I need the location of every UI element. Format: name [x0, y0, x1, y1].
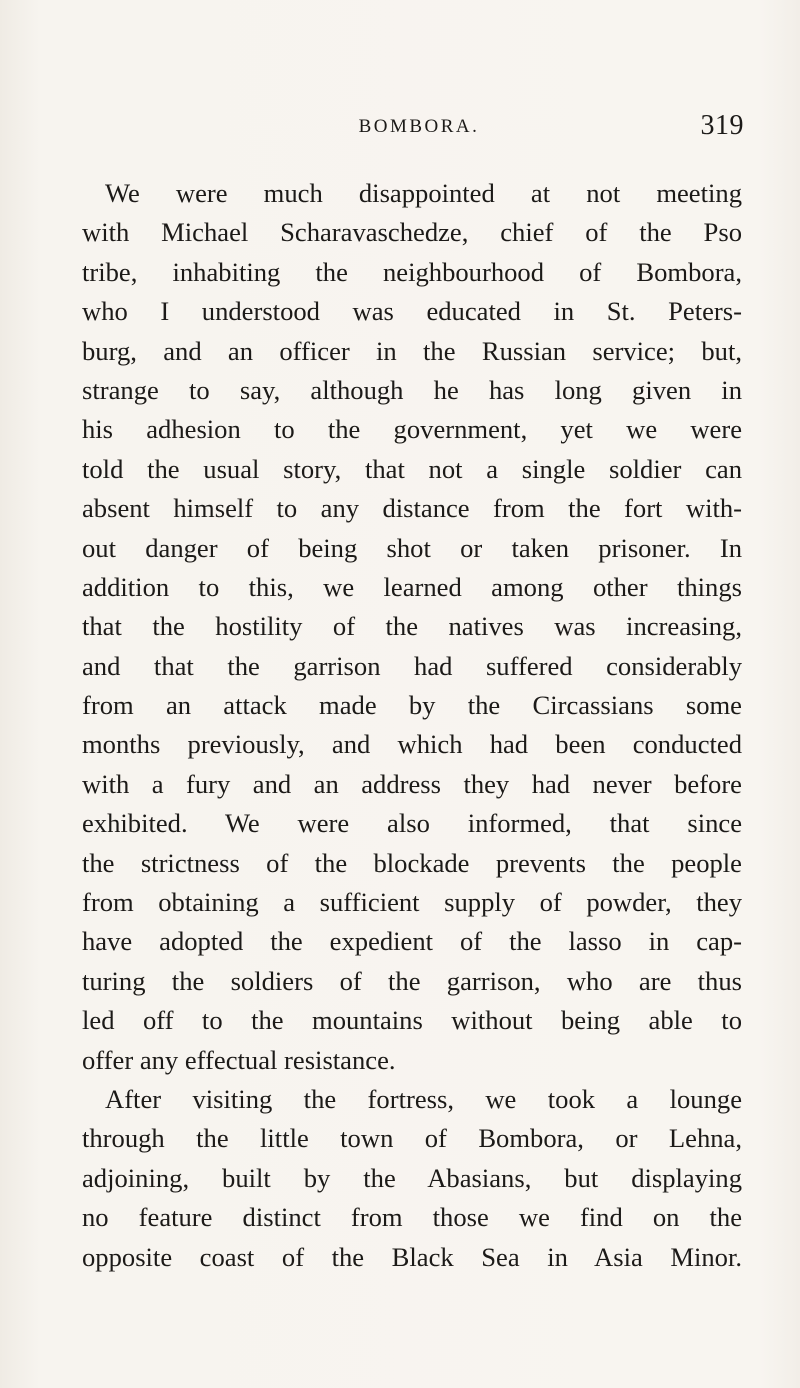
text-line: that the hostility of the natives was increasing, — [82, 611, 742, 642]
text-line: from an attack made by the Circassians some — [82, 690, 742, 721]
text-line: his adhesion to the government, yet we were — [82, 414, 742, 445]
text-line: with a fury and an address they had never before — [82, 768, 742, 799]
text-line: through the little town of Bombora, or Lehna, — [82, 1123, 742, 1154]
body-text — [82, 174, 742, 1277]
text-line: with Michael Scharavaschedze, chief of the Pso — [82, 217, 742, 248]
text-line: months previously, and which had been conducted — [82, 729, 742, 760]
text-line: told the usual story, that not a single soldier can — [82, 453, 742, 484]
text-line: turing the soldiers of the garrison, who are thus — [82, 965, 742, 996]
text-line: tribe, inhabiting the neighbourhood of Bombora, — [82, 256, 742, 287]
text-line: out danger of being shot or taken prisoner. In — [82, 532, 742, 563]
text-line: from obtaining a sufficient supply of powder, they — [82, 887, 742, 918]
page-number: 319 — [700, 110, 744, 141]
text-line: led off to the mountains without being able to — [82, 1005, 742, 1036]
text-line: burg, and an officer in the Russian service; but, — [82, 335, 742, 366]
text-line: who I understood was educated in St. Peters- — [82, 296, 742, 327]
text-line: After visiting the fortress, we took a lounge — [105, 1083, 742, 1114]
text-line: absent himself to any distance from the fort with- — [82, 493, 742, 524]
text-line: offer any effectual resistance. — [82, 1044, 396, 1075]
text-line: adjoining, built by the Abasians, but displaying — [82, 1162, 742, 1193]
text-line: exhibited. We were also informed, that since — [82, 808, 742, 839]
text-line: the strictness of the blockade prevents the people — [82, 847, 742, 878]
text-line: opposite coast of the Black Sea in Asia Minor. — [82, 1241, 742, 1272]
running-head-title: BOMBORA. — [358, 116, 480, 137]
text-line: and that the garrison had suffered considerably — [82, 650, 742, 681]
text-line: addition to this, we learned among other things — [82, 571, 742, 602]
text-line: no feature distinct from those we find on the — [82, 1202, 742, 1233]
text-line: have adopted the expedient of the lasso in cap- — [82, 926, 742, 957]
text-line: strange to say, although he has long given in — [82, 374, 742, 405]
running-head — [84, 110, 744, 150]
text-line: We were much disappointed at not meeting — [105, 178, 742, 208]
